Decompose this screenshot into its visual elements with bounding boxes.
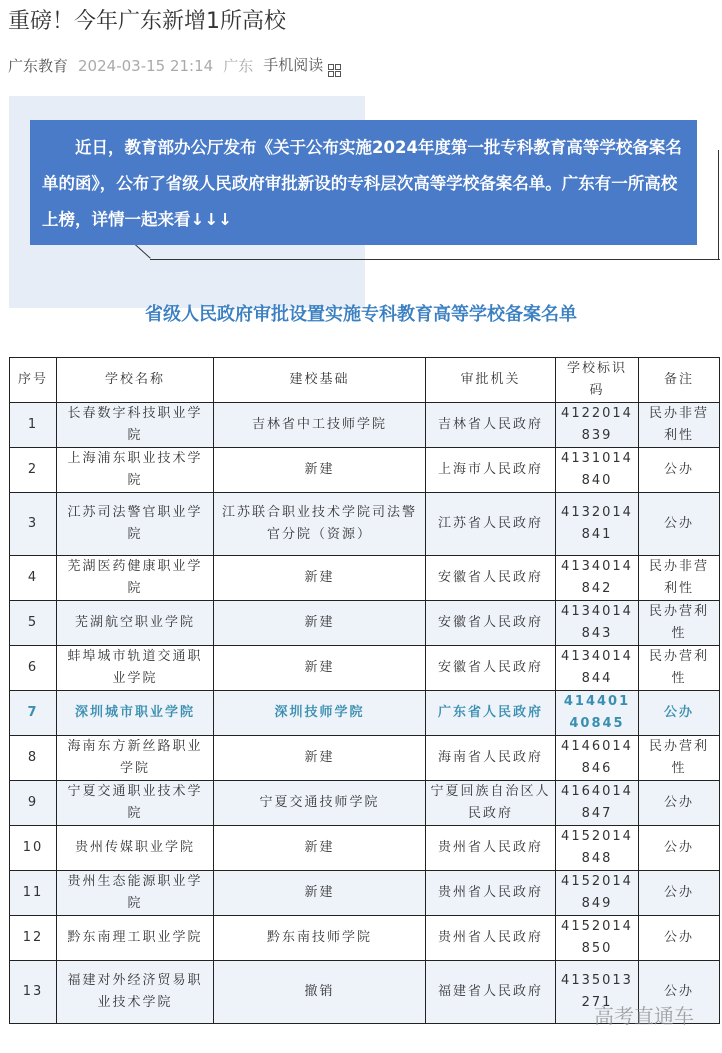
column-header: 学校名称 (57, 358, 214, 403)
table-cell: 海南省人民政府 (426, 736, 556, 781)
table-cell: 4134014842 (556, 556, 639, 601)
table-cell: 贵州省人民政府 (426, 916, 556, 961)
table-cell: 公办 (639, 493, 720, 556)
table-cell: 新建 (214, 556, 426, 601)
table-cell: 深圳城市职业学院 (57, 691, 214, 736)
table-cell: 贵州省人民政府 (426, 871, 556, 916)
column-header: 序号 (10, 358, 57, 403)
mobile-read-link[interactable] (263, 54, 341, 77)
table-row (10, 601, 720, 646)
table-cell: 民办营利性 (639, 646, 720, 691)
table-cell: 福建对外经济贸易职业技术学院 (57, 961, 214, 1024)
table-cell: 民办营利性 (639, 736, 720, 781)
mobile-read-label: 手机阅读 (263, 56, 324, 74)
table-cell: 4134014843 (556, 601, 639, 646)
table-cell: 公办 (639, 448, 720, 493)
table-cell: 新建 (214, 646, 426, 691)
article-title: 重磅！今年广东新增1所高校 (8, 9, 286, 34)
source-link[interactable]: 广东教育 (8, 57, 69, 75)
table-cell: 上海浦东职业技术学院 (57, 448, 214, 493)
table-cell: 福建省人民政府 (426, 961, 556, 1024)
table-cell: 9 (10, 781, 57, 826)
table-row (10, 448, 720, 493)
decorative-line (718, 150, 719, 260)
table-cell: 4131014840 (556, 448, 639, 493)
table-cell: 江苏省人民政府 (426, 493, 556, 556)
table-cell: 4146014846 (556, 736, 639, 781)
table-cell: 2 (10, 448, 57, 493)
table-cell: 深圳技师学院 (214, 691, 426, 736)
table-cell: 贵州传媒职业学院 (57, 826, 214, 871)
table-cell: 公办 (639, 961, 720, 1024)
table-cell: 新建 (214, 736, 426, 781)
table-cell: 1 (10, 403, 57, 448)
table-cell: 7 (10, 691, 57, 736)
column-header: 学校标识码 (556, 358, 639, 403)
table-cell: 5 (10, 601, 57, 646)
school-table (9, 357, 720, 1024)
table-row (10, 781, 720, 826)
column-header: 备注 (639, 358, 720, 403)
table-cell: 8 (10, 736, 57, 781)
table-cell: 黔东南理工职业学院 (57, 916, 214, 961)
article-meta (8, 54, 341, 77)
publish-date: 2024-03-15 21:14 (78, 56, 214, 75)
table-cell: 12 (10, 916, 57, 961)
column-header: 建校基础 (214, 358, 426, 403)
table-cell: 4135013271 (556, 961, 639, 1024)
table-cell: 安徽省人民政府 (426, 556, 556, 601)
table-cell: 4152014849 (556, 871, 639, 916)
table-cell: 13 (10, 961, 57, 1024)
table-row (10, 916, 720, 961)
watermark: 高考直通车 (594, 1004, 694, 1028)
table-row (10, 736, 720, 781)
table-row (10, 493, 720, 556)
table-cell: 安徽省人民政府 (426, 601, 556, 646)
table-cell: 江苏司法警官职业学院 (57, 493, 214, 556)
table-cell: 41440140845 (556, 691, 639, 736)
table-cell: 芜湖航空职业学院 (57, 601, 214, 646)
column-header: 审批机关 (426, 358, 556, 403)
intro-box: 近日，教育部办公厅发布《关于公布实施2024年度第一批专科教育高等学校备案名单的函》，公布了省级人民政府审批新设的专科层次高等学校备案名单。广东有一所高校上榜，详情一起来看↓↓↓ (30, 120, 697, 245)
table-cell: 4152014848 (556, 826, 639, 871)
table-cell: 4134014844 (556, 646, 639, 691)
table-cell: 江苏联合职业技术学院司法警官分院（资源） (214, 493, 426, 556)
table-cell: 民办非营利性 (639, 403, 720, 448)
table-cell: 民办营利性 (639, 601, 720, 646)
table-cell: 安徽省人民政府 (426, 646, 556, 691)
table-cell: 宁夏交通职业技术学院 (57, 781, 214, 826)
table-row (10, 403, 720, 448)
table-cell: 海南东方新丝路职业学院 (57, 736, 214, 781)
table-cell: 新建 (214, 448, 426, 493)
table-cell: 宁夏交通技师学院 (214, 781, 426, 826)
table-row (10, 646, 720, 691)
table-cell: 公办 (639, 916, 720, 961)
table-cell: 11 (10, 871, 57, 916)
table-cell: 10 (10, 826, 57, 871)
table-cell: 广东省人民政府 (426, 691, 556, 736)
table-cell: 6 (10, 646, 57, 691)
table-cell: 公办 (639, 691, 720, 736)
table-cell: 民办非营利性 (639, 556, 720, 601)
table-cell: 4164014847 (556, 781, 639, 826)
table-row (10, 871, 720, 916)
table-cell: 4132014841 (556, 493, 639, 556)
table-cell: 上海市人民政府 (426, 448, 556, 493)
table-cell: 公办 (639, 871, 720, 916)
table-row (10, 826, 720, 871)
section-heading: 省级人民政府审批设置实施专科教育高等学校备案名单 (145, 304, 577, 325)
table-cell: 撤销 (214, 961, 426, 1024)
decorative-line (150, 259, 720, 260)
table-row (10, 556, 720, 601)
table-cell: 4 (10, 556, 57, 601)
table-cell: 新建 (214, 826, 426, 871)
table-cell: 4152014850 (556, 916, 639, 961)
table-cell: 新建 (214, 871, 426, 916)
table-cell: 蚌埠城市轨道交通职业学院 (57, 646, 214, 691)
table-cell: 吉林省人民政府 (426, 403, 556, 448)
table-cell: 吉林省中工技师学院 (214, 403, 426, 448)
table-cell: 公办 (639, 826, 720, 871)
table-cell: 公办 (639, 781, 720, 826)
table-cell: 贵州生态能源职业学院 (57, 871, 214, 916)
location: 广东 (223, 57, 254, 75)
table-cell: 宁夏回族自治区人民政府 (426, 781, 556, 826)
table-cell: 长春数字科技职业学院 (57, 403, 214, 448)
table-cell: 芜湖医药健康职业学院 (57, 556, 214, 601)
table-cell: 3 (10, 493, 57, 556)
table-cell: 4122014839 (556, 403, 639, 448)
table-row (10, 691, 720, 736)
table-cell: 贵州省人民政府 (426, 826, 556, 871)
table-cell: 新建 (214, 601, 426, 646)
qr-code-icon (328, 64, 341, 77)
table-cell: 黔东南技师学院 (214, 916, 426, 961)
